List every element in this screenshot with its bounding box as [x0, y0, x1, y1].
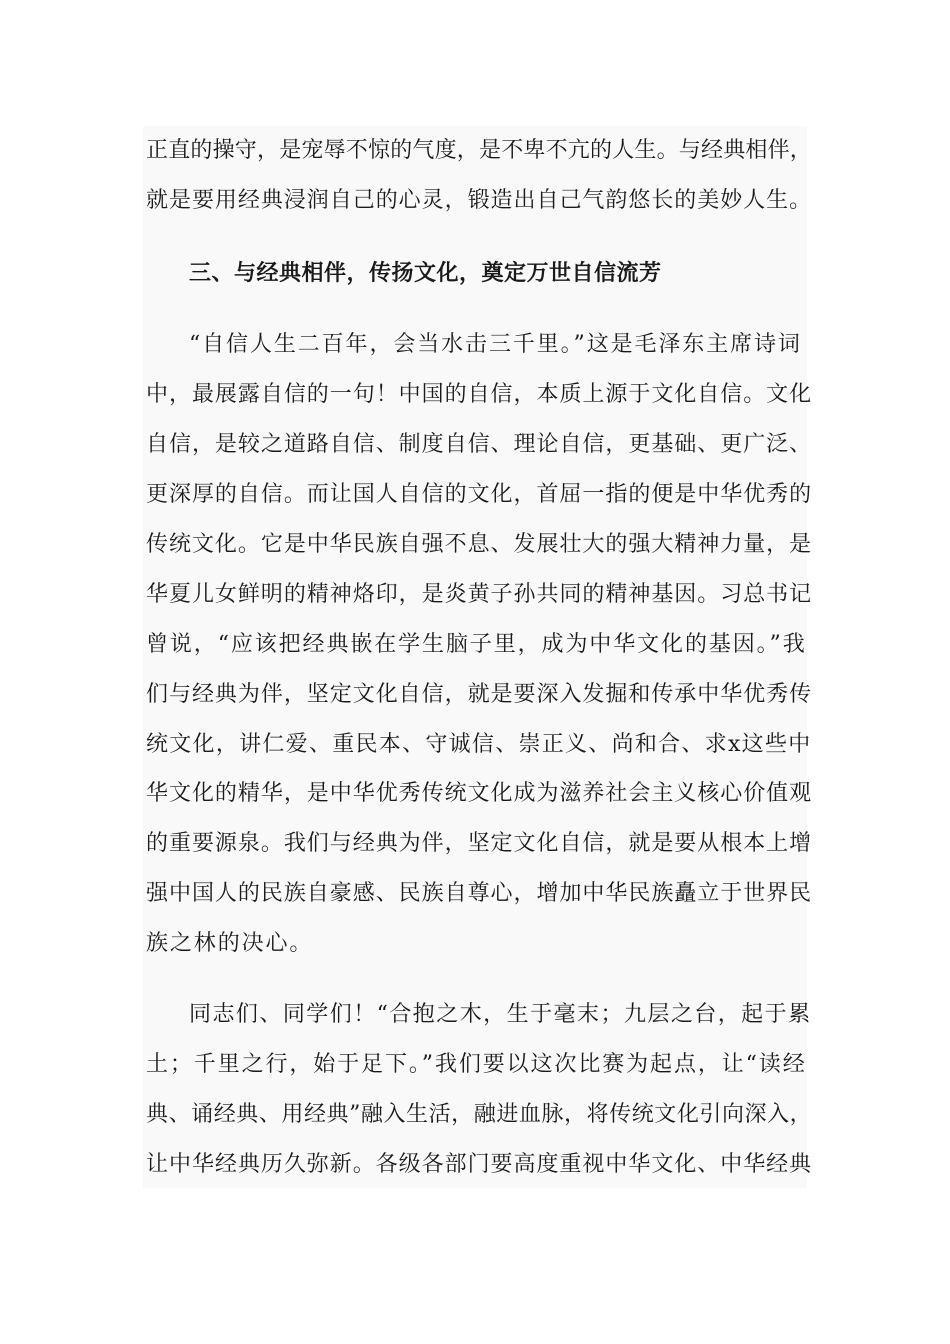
paragraph-line: 曾说，“应该把经典嵌在学生脑子里，成为中华文化的基因。”我	[146, 632, 807, 657]
paragraph-line: 自信，是较之道路自信、制度自信、理论自信，更基础、更广泛、	[146, 432, 813, 457]
paragraph-line: 让中华经典历久弥新。各级各部门要高度重视中华文化、中华经典	[146, 1152, 813, 1177]
paragraph-line: 族之林的决心。	[146, 931, 314, 956]
paragraph-line: 们与经典为伴，坚定文化自信，就是要深入发掘和传承中华优秀传	[146, 682, 813, 707]
paragraph-line: 华文化的精华，是中华优秀传统文化成为滋养社会主义核心价值观	[146, 781, 813, 806]
paragraph-line: “自信人生二百年，会当水击三千里。”这是毛泽东主席诗词	[189, 332, 802, 357]
paragraph-line: 土；千里之行，始于足下。”我们要以这次比赛为起点，让“读经	[146, 1052, 807, 1077]
paragraph-line: 同志们、同学们！“合抱之木，生于毫末；九层之台，起于累	[189, 1002, 812, 1027]
paragraph-line: 更深厚的自信。而让国人自信的文化，首屈一指的便是中华优秀的	[146, 482, 813, 507]
paragraph-line: 华夏儿女鲜明的精神烙印，是炎黄子孙共同的精神基因。习总书记	[146, 582, 813, 607]
paragraph-line: 传统文化。它是中华民族自强不息、发展壮大的强大精神力量，是	[146, 532, 813, 557]
paragraph-line: 的重要源泉。我们与经典为伴，坚定文化自信，就是要从根本上增	[146, 831, 813, 856]
paragraph-line: 典、诵经典、用经典”融入生活，融进血脉，将传统文化引向深入，	[146, 1102, 813, 1127]
section-heading: 三、与经典相伴，传扬文化，奠定万世自信流芳	[189, 260, 662, 286]
paragraph-line: 中，最展露自信的一句！中国的自信，本质上源于文化自信。文化	[146, 382, 813, 407]
paragraph-line: 强中国人的民族自豪感、民族自尊心，增加中华民族矗立于世界民	[146, 881, 813, 906]
paragraph-line: 统文化，讲仁爱、重民本、守诚信、崇正义、尚和合、求x这些中	[146, 732, 812, 757]
paragraph-line: 就是要用经典浸润自己的心灵，锻造出自己气韵悠长的美妙人生。	[146, 188, 813, 213]
paragraph-line: 正直的操守，是宠辱不惊的气度，是不卑不亢的人生。与经典相伴，	[146, 138, 813, 163]
